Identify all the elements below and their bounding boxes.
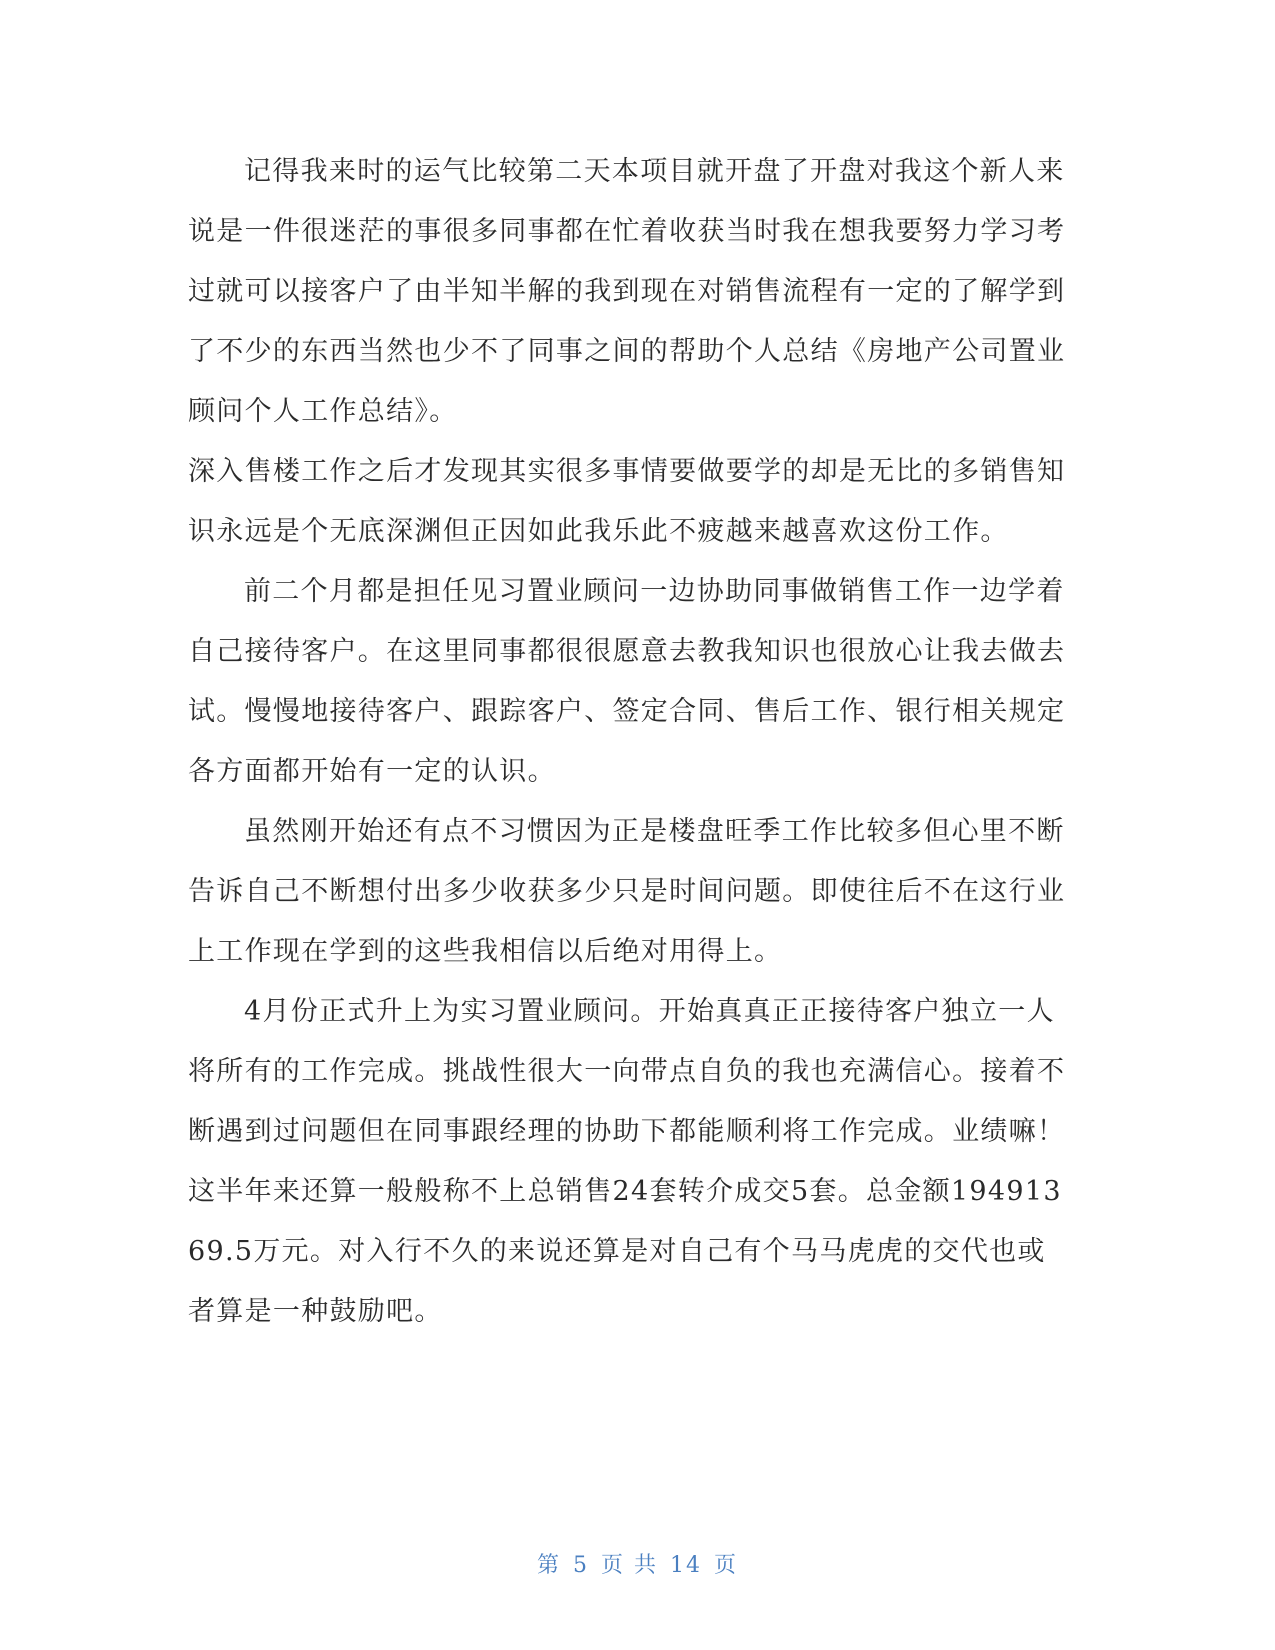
paragraph-3: 前二个月都是担任见习置业顾问一边协助同事做销售工作一边学着自己接待客户。在这里同事都很很愿意去教我知识也很放心让我去做去试。慢慢地接待客户、跟踪客户、签定合同、售后工作、银行相关规定各方面都开始有一定的认识。 — [188, 576, 1066, 787]
footer-total-pages: 14 — [670, 1553, 702, 1578]
footer-label-end: 页 — [714, 1553, 739, 1578]
paragraph-2: 深入售楼工作之后才发现其实很多事情要做要学的却是无比的多销售知识永远是个无底深渊但正因如此我乐此不疲越来越喜欢这份工作。 — [188, 456, 1066, 547]
footer-label-page: 第 — [536, 1553, 561, 1578]
document-body — [188, 142, 1068, 1342]
footer-label-of: 页 共 — [601, 1553, 658, 1578]
paragraph-1: 记得我来时的运气比较第二天本项目就开盘了开盘对我这个新人来说是一件很迷茫的事很多同事都在忙着收获当时我在想我要努力学习考过就可以接客户了由半知半解的我到现在对销售流程有一定的了解学到了不少的东西当然也少不了同事之间的帮助个人总结《房地产公司置业顾问个人工作总结》。 — [188, 156, 1066, 427]
footer-current-page: 5 — [573, 1553, 589, 1578]
paragraph-5: 4月份正式升上为实习置业顾问。开始真真正正接待客户独立一人将所有的工作完成。挑战性很大一向带点自负的我也充满信心。接着不断遇到过问题但在同事跟经理的协助下都能顺利将工作完成。业绩嘛！这半年来还算一般般称不上总销售24套转介成交5套。总金额19491369.5万元。对入行不久的来说还算是对自己有个马马虎虎的交代也或者算是一种鼓励吧。 — [188, 996, 1066, 1327]
paragraph-4: 虽然刚开始还有点不习惯因为正是楼盘旺季工作比较多但心里不断告诉自己不断想付出多少收获多少只是时间问题。即使往后不在这行业上工作现在学到的这些我相信以后绝对用得上。 — [188, 816, 1066, 967]
page-footer — [0, 1548, 1275, 1579]
